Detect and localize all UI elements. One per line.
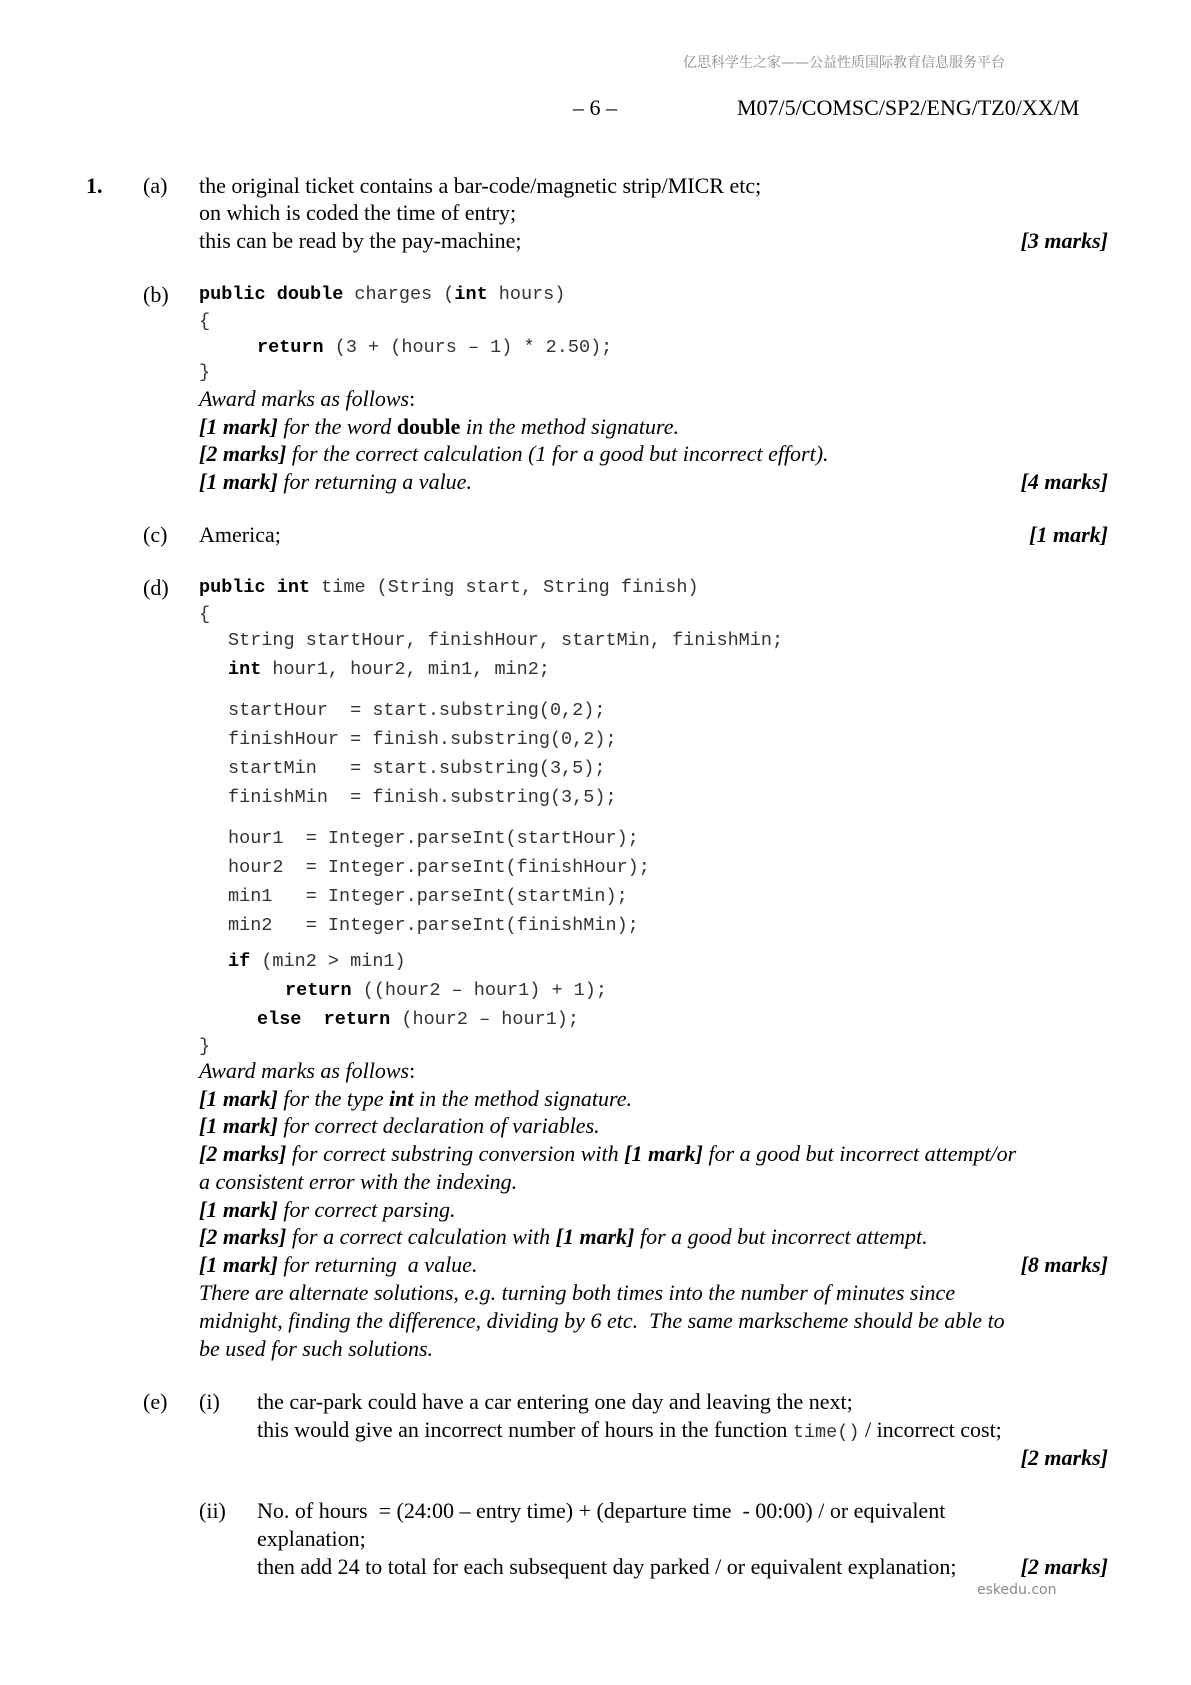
part-d-mark-6: [199, 1251, 477, 1279]
part-d-alt-3: be used for such solutions.: [199, 1336, 434, 1361]
keyword: int: [228, 659, 262, 680]
keyword: return: [323, 1009, 391, 1030]
part-d-mark-5: [199, 1223, 928, 1251]
code-text: ((hour2 – hour1) + 1);: [351, 980, 607, 1001]
code-text: hours): [487, 284, 566, 305]
inline-code: time(): [792, 1422, 860, 1443]
part-c-label: (c): [143, 522, 168, 547]
part-d-label: (d): [143, 575, 169, 600]
mark-tag: [2 marks]: [199, 1141, 287, 1166]
part-d-alt-2: midnight, finding the difference, dividing by 6 etc. The same markscheme should be able to: [199, 1308, 1005, 1333]
part-e-i-marks: [2 marks]: [1020, 1445, 1108, 1470]
part-e-ii-label: (ii): [199, 1498, 226, 1523]
keyword: int: [454, 284, 488, 305]
code-text: charges (: [343, 284, 455, 305]
code-line: [257, 1009, 579, 1030]
award-text: Award marks as follows: [199, 386, 410, 411]
part-d-close-brace: }: [199, 1036, 211, 1057]
part-a-line-2: on which is coded the time of entry;: [199, 200, 517, 225]
mark-text: for a good but incorrect attempt.: [634, 1224, 928, 1249]
part-b-open-brace: {: [199, 311, 211, 332]
mark-tag: [1 mark]: [199, 1197, 278, 1222]
part-e-ii-line-1: No. of hours = (24:00 – entry time) + (departure time - 00:00) / or equivalent: [257, 1498, 946, 1523]
keyword: else: [257, 1009, 302, 1030]
code-line: [285, 980, 607, 1001]
part-e-ii-line-3: then add 24 to total for each subsequent day parked / or equivalent explanation;: [257, 1554, 957, 1579]
mark-text: for a correct calculation with: [286, 1224, 556, 1249]
code-line: startMin = start.substring(3,5);: [228, 758, 606, 779]
keyword: public double: [199, 284, 344, 305]
part-c-answer: America;: [199, 522, 281, 547]
part-d-signature: [199, 577, 699, 598]
award-text: Award marks as follows: [199, 1058, 410, 1083]
question-number: 1.: [86, 173, 103, 198]
mark-text: for the correct calculation (1 for a good but incorrect effort).: [286, 441, 829, 466]
bold-term: double: [396, 414, 461, 439]
keyword: return: [285, 980, 352, 1001]
part-b-award-intro: [199, 385, 415, 413]
page-number: – 6 –: [573, 95, 617, 120]
code-line: finishMin = finish.substring(3,5);: [228, 787, 617, 808]
watermark-top: 亿思科学生之家——公益性质国际教育信息服务平台: [683, 55, 1005, 71]
part-d-mark-1: [199, 1085, 632, 1113]
part-b-mark-1: [199, 413, 679, 441]
award-colon: :: [409, 1058, 416, 1083]
part-b-return: [257, 337, 612, 358]
code-line: String startHour, finishHour, startMin, finishMin;: [228, 630, 784, 651]
keyword: return: [257, 337, 324, 358]
part-d-mark-2: [199, 1112, 600, 1140]
code-text: (3 + (hours – 1) * 2.50);: [323, 337, 613, 358]
mark-text: for correct substring conversion with: [286, 1141, 625, 1166]
part-e-i-line-1: the car-park could have a car entering one day and leaving the next;: [257, 1389, 853, 1414]
part-e-i-line-2: [257, 1416, 1002, 1447]
answer-text: / incorrect cost;: [859, 1417, 1002, 1442]
keyword: public int: [199, 577, 311, 598]
mark-tag: [1 mark]: [555, 1224, 635, 1249]
mark-tag: [1 mark]: [199, 1086, 278, 1111]
part-b-signature: [199, 284, 565, 305]
mark-text: for returning a value.: [277, 1252, 478, 1277]
mark-tag: [1 mark]: [199, 469, 278, 494]
part-e-label: (e): [143, 1389, 168, 1414]
mark-tag: [2 marks]: [199, 1224, 287, 1249]
part-b-mark-3: [199, 468, 472, 496]
part-b-marks: [4 marks]: [1020, 469, 1108, 494]
mark-tag: [1 mark]: [199, 1113, 278, 1138]
part-d-mark-3-cont: a consistent error with the indexing.: [199, 1169, 518, 1194]
part-d-marks: [8 marks]: [1020, 1252, 1108, 1277]
part-a-line-1: the original ticket contains a bar-code/magnetic strip/MICR etc;: [199, 173, 762, 198]
document-code: M07/5/COMSC/SP2/ENG/TZ0/XX/M: [737, 95, 1080, 120]
code-line: hour2 = Integer.parseInt(finishHour);: [228, 857, 650, 878]
mark-text: for correct declaration of variables.: [277, 1113, 600, 1138]
part-d-alt-1: There are alternate solutions, e.g. turning both times into the number of minutes since: [199, 1280, 956, 1305]
mark-text: in the method signature.: [413, 1086, 633, 1111]
part-d-open-brace: {: [199, 604, 211, 625]
code-line: finishHour = finish.substring(0,2);: [228, 729, 617, 750]
mark-tag: [1 mark]: [624, 1141, 703, 1166]
part-a-label: (a): [143, 173, 168, 198]
part-e-ii-marks: [2 marks]: [1020, 1554, 1108, 1579]
part-b-label: (b): [143, 282, 169, 307]
mark-tag: [1 mark]: [199, 414, 278, 439]
answer-text: this would give an incorrect number of hours in the function: [257, 1417, 793, 1442]
part-d-mark-4: [199, 1196, 455, 1224]
mark-tag: [2 marks]: [199, 441, 287, 466]
mark-text: for returning a value.: [277, 469, 472, 494]
part-a-marks: [3 marks]: [1020, 228, 1108, 253]
code-line: [228, 659, 550, 680]
keyword: if: [228, 951, 251, 972]
code-text: hour1, hour2, min1, min2;: [261, 659, 550, 680]
part-d-mark-3: [199, 1140, 1016, 1168]
part-b-mark-2: [199, 440, 829, 468]
mark-tag: [1 mark]: [199, 1252, 278, 1277]
code-line: startHour = start.substring(0,2);: [228, 700, 606, 721]
code-text: (min2 > min1): [250, 951, 406, 972]
part-a-line-3: this can be read by the pay-machine;: [199, 228, 522, 253]
part-b-close-brace: }: [199, 362, 211, 383]
award-colon: :: [409, 386, 416, 411]
code-text: time (String start, String finish): [310, 577, 699, 598]
part-d-award-intro: [199, 1057, 415, 1085]
part-e-ii-line-2: explanation;: [257, 1526, 366, 1551]
code-line: min2 = Integer.parseInt(finishMin);: [228, 915, 639, 936]
code-line: hour1 = Integer.parseInt(startHour);: [228, 828, 639, 849]
mark-text: in the method signature.: [460, 414, 679, 439]
mark-text: for the word: [277, 414, 397, 439]
mark-text: for the type: [277, 1086, 390, 1111]
mark-text: for correct parsing.: [277, 1197, 456, 1222]
mark-text: for a good but incorrect attempt/or: [702, 1141, 1017, 1166]
code-line: min1 = Integer.parseInt(startMin);: [228, 886, 628, 907]
code-line: [228, 951, 406, 972]
watermark-bottom: eskedu.con: [977, 1582, 1057, 1598]
bold-term: int: [389, 1086, 414, 1111]
part-c-marks: [1 mark]: [1029, 522, 1108, 547]
part-e-i-label: (i): [199, 1389, 220, 1414]
code-text: (hour2 – hour1);: [390, 1009, 579, 1030]
